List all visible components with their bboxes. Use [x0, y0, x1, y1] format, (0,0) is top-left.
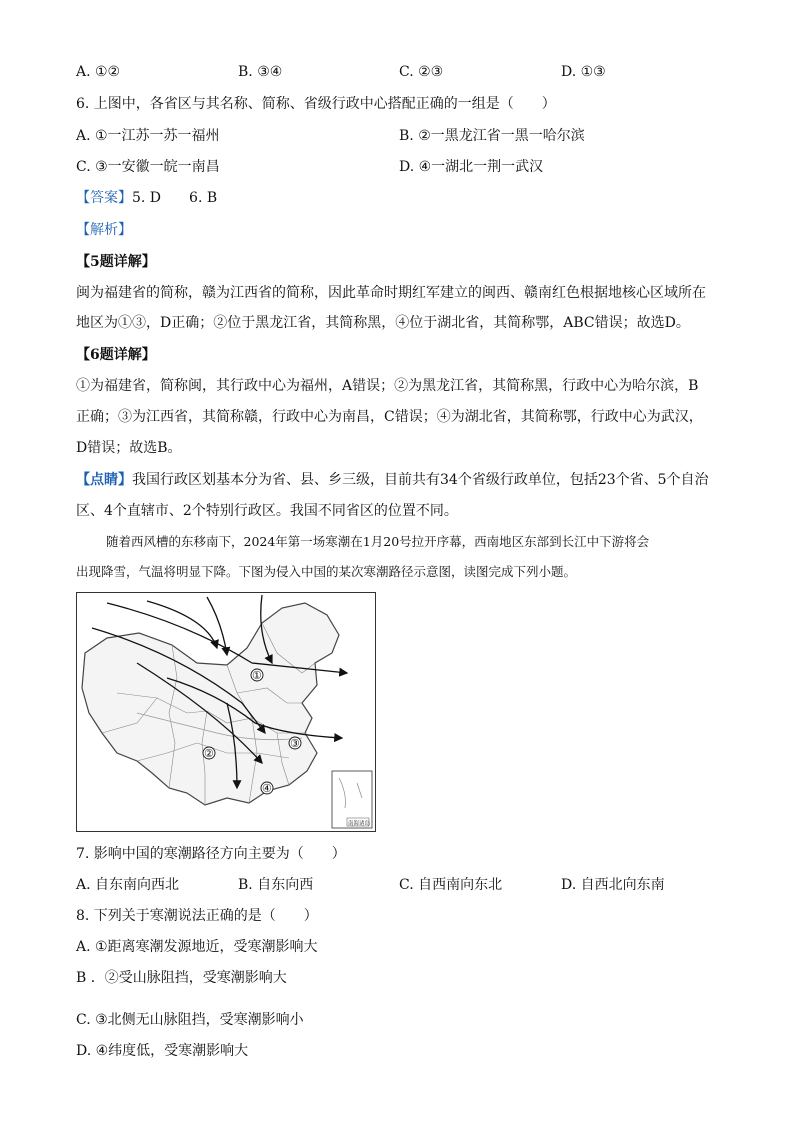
question-6-stem: 6. 上图中，各省区与其名称、简称、省级行政中心搭配正确的一组是（ ） [76, 96, 556, 112]
marker-1: ① [252, 669, 262, 682]
question-6-option-a: A. ①一江苏一苏一福州 [76, 128, 220, 144]
option-c: C. ②③ [399, 64, 444, 80]
question-8-stem: 8. 下列关于寒潮说法正确的是（ ） [76, 908, 318, 924]
tip-line-1 [76, 471, 709, 489]
question-8-option-b: B ．②受山脉阻挡，受寒潮影响大 [76, 970, 287, 986]
q6-detail-line-1: ①为福建省，简称闽，其行政中心为福州，A错误；②为黑龙江省，其简称黑，行政中心为哈尔滨，B [76, 378, 699, 394]
marker-4: ④ [262, 782, 272, 795]
q5-detail-heading: 【5题详解】 [76, 254, 156, 270]
tip-text-1: 我国行政区划基本分为省、县、乡三级，目前共有34个省级行政单位，包括23个省、5个自治 [132, 472, 709, 488]
intro-line-1: 随着西风槽的东移南下，2024年第一场寒潮在1月20号拉开序幕，西南地区东部到长江中下游将会 [106, 534, 650, 549]
analysis-heading [76, 221, 132, 239]
intro-line-2: 出现降雪，气温将明显下降。下图为侵入中国的某次寒潮路径示意图，读图完成下列小题。 [76, 564, 577, 579]
question-6-option-c: C. ③一安徽一皖一南昌 [76, 159, 220, 175]
marker-3: ③ [290, 737, 300, 750]
option-a: A. ①② [76, 64, 121, 80]
question-7-option-a: A. 自东南向西北 [76, 877, 180, 893]
question-8-option-a: A. ①距离寒潮发源地近，受寒潮影响大 [76, 939, 318, 955]
question-7-option-d: D. 自西北向东南 [561, 877, 665, 893]
question-8-option-c: C. ③北侧无山脉阻挡，受寒潮影响小 [76, 1012, 304, 1028]
question-8-option-d: D. ④纬度低，受寒潮影响大 [76, 1043, 249, 1059]
tip-label: 【点睛】 [76, 472, 132, 488]
q6-detail-line-2: 正确；③为江西省，其简称赣，行政中心为南昌，C错误；④为湖北省，其简称鄂，行政中心为武汉， [76, 409, 703, 425]
map-svg [77, 593, 375, 831]
china-outline [82, 603, 339, 805]
analysis-label: 【解析】 [76, 222, 132, 238]
inset-label: 南海诸岛 [348, 821, 371, 827]
q6-detail-heading: 【6题详解】 [76, 347, 156, 363]
answer-text: 5. D 6. B [132, 190, 218, 206]
answer-label: 【答案】 [76, 190, 132, 206]
tip-line-2: 区、4个直辖市、2个特别行政区。我国不同省区的位置不同。 [76, 503, 458, 519]
question-7-option-c: C. 自西南向东北 [399, 877, 503, 893]
question-7-option-b: B. 自东向西 [238, 877, 314, 893]
answer-line [76, 189, 217, 207]
question-6-option-b: B. ②一黑龙江省一黑一哈尔滨 [399, 128, 585, 144]
q6-detail-line-3: D错误；故选B。 [76, 440, 182, 456]
marker-2: ② [204, 747, 214, 760]
question-6-option-d: D. ④一湖北一荆一武汉 [399, 159, 544, 175]
q5-detail-line-2: 地区为①③，D正确；②位于黑龙江省，其简称黑，④位于湖北省，其简称鄂，ABC错误；故选D。 [76, 315, 690, 331]
option-d: D. ①③ [561, 64, 606, 80]
q5-detail-line-1: 闽为福建省的简称，赣为江西省的简称，因此革命时期红军建立的闽西、赣南红色根据地核心区域所在 [76, 285, 706, 301]
cold-wave-route-map [76, 592, 376, 832]
question-7-stem: 7. 影响中国的寒潮路径方向主要为（ ） [76, 846, 346, 862]
option-b: B. ③④ [238, 64, 283, 80]
